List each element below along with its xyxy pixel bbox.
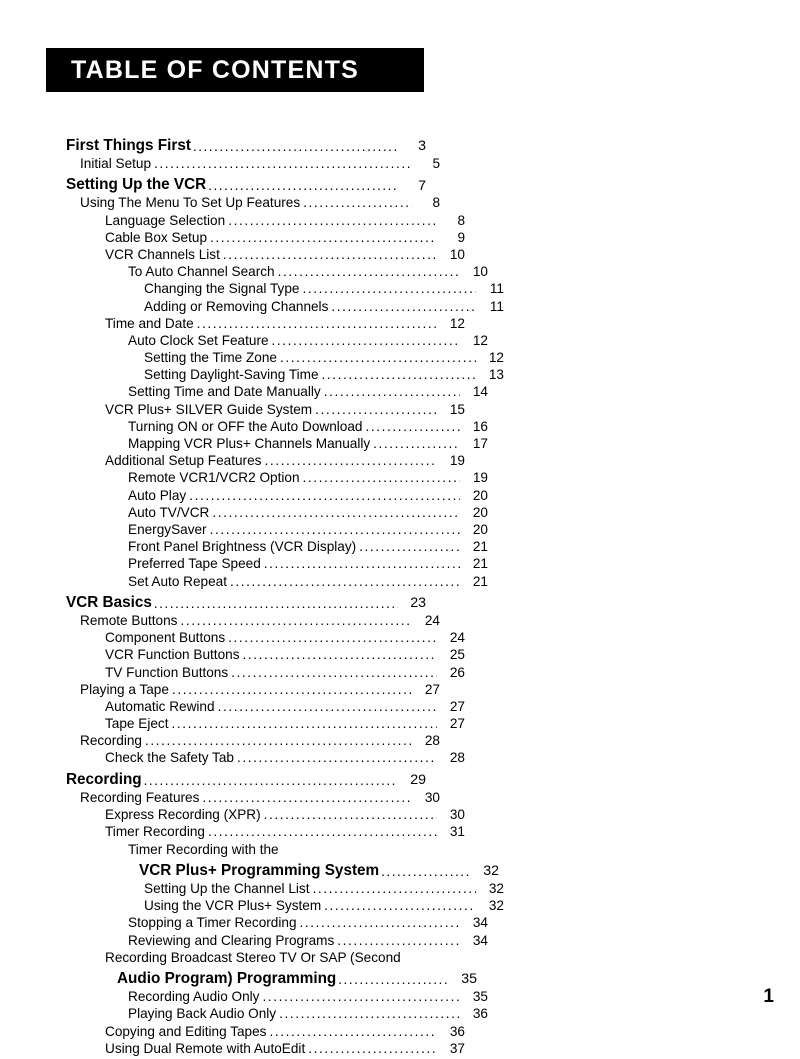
toc-dot-leader xyxy=(210,231,437,245)
toc-entry-label: Recording Features xyxy=(80,789,200,805)
toc-entry-label: Changing the Signal Type xyxy=(144,281,300,297)
toc-dot-leader xyxy=(231,666,437,680)
toc-entry[interactable] xyxy=(128,420,488,434)
toc-entry[interactable] xyxy=(105,825,465,839)
toc-dot-leader xyxy=(243,648,438,662)
toc-entry[interactable] xyxy=(105,751,465,765)
toc-dot-leader xyxy=(208,825,437,839)
toc-entry-label: Recording xyxy=(80,733,142,749)
toc-entry-label: Auto Clock Set Feature xyxy=(128,332,269,348)
toc-entry-page-number: 36 xyxy=(449,1023,465,1039)
toc-entry-page-number: 21 xyxy=(472,539,488,555)
toc-entry[interactable] xyxy=(128,990,488,1004)
toc-entry-label: Remote VCR1/VCR2 Option xyxy=(128,470,300,486)
toc-dot-leader xyxy=(264,557,460,571)
toc-dot-leader xyxy=(230,575,460,589)
toc-entry-page-number: 21 xyxy=(472,573,488,589)
toc-entry[interactable] xyxy=(128,523,488,537)
toc-dot-leader xyxy=(228,631,437,645)
toc-entry[interactable] xyxy=(128,437,488,451)
toc-dot-leader xyxy=(223,248,437,262)
toc-entry[interactable] xyxy=(105,403,465,417)
toc-dot-leader xyxy=(365,420,460,434)
toc-entry-label: VCR Plus+ SILVER Guide System xyxy=(105,401,313,417)
toc-entry-label: Setting the Time Zone xyxy=(144,350,277,366)
page-number: 1 xyxy=(763,986,774,1007)
toc-dot-leader xyxy=(144,774,398,788)
toc-entry[interactable] xyxy=(105,951,465,965)
toc-entry-label: Automatic Rewind xyxy=(105,698,215,714)
toc-entry-page-number: 16 xyxy=(472,418,488,434)
toc-entry-label: Using The Menu To Set Up Features xyxy=(80,195,301,211)
toc-entry[interactable] xyxy=(105,214,465,228)
toc-entry[interactable] xyxy=(128,1007,488,1021)
toc-entry-page-number: 19 xyxy=(449,453,465,469)
toc-entry-page-number: 10 xyxy=(449,246,465,262)
toc-entry-page-number: 14 xyxy=(472,384,488,400)
toc-dot-leader xyxy=(303,196,412,210)
toc-entry-label: Copying and Editing Tapes xyxy=(105,1023,267,1039)
toc-entry-label: Time and Date xyxy=(105,315,194,331)
toc-dot-leader xyxy=(264,808,437,822)
toc-entry[interactable] xyxy=(105,700,465,714)
toc-entry[interactable] xyxy=(66,772,426,787)
toc-dot-leader xyxy=(278,265,460,279)
toc-entry[interactable] xyxy=(105,717,465,731)
toc-entry-label: Stopping a Timer Recording xyxy=(128,915,297,931)
toc-entry-page-number: 34 xyxy=(472,932,488,948)
toc-entry-page-number: 12 xyxy=(449,315,465,331)
toc-entry-page-number: 37 xyxy=(449,1040,465,1056)
toc-entry-page-number: 3 xyxy=(418,138,426,155)
toc-entry-page-number: 30 xyxy=(449,807,465,823)
toc-entry[interactable] xyxy=(105,231,465,245)
toc-entry-page-number: 27 xyxy=(449,698,465,714)
toc-dot-leader xyxy=(145,734,412,748)
toc-entry[interactable] xyxy=(105,1025,465,1039)
toc-entry-label: Audio Program) Programming xyxy=(117,970,337,988)
toc-entry[interactable] xyxy=(105,808,465,822)
toc-entry-label: Timer Recording xyxy=(105,824,205,840)
toc-entry-label: Reviewing and Clearing Programs xyxy=(128,932,335,948)
toc-dot-leader xyxy=(279,1007,460,1021)
toc-entry[interactable] xyxy=(80,614,440,628)
toc-entry-label: TV Function Buttons xyxy=(105,664,229,680)
toc-entry-page-number: 23 xyxy=(410,595,426,612)
toc-entry-page-number: 13 xyxy=(488,367,504,383)
toc-entry-page-number: 29 xyxy=(410,772,426,789)
toc-entry[interactable] xyxy=(66,177,426,192)
toc-entry-label: Setting Time and Date Manually xyxy=(128,384,321,400)
toc-entry-label: Language Selection xyxy=(105,212,226,228)
toc-entry[interactable] xyxy=(80,734,440,748)
toc-entry[interactable] xyxy=(144,300,504,314)
toc-dot-leader xyxy=(237,751,437,765)
toc-dot-leader xyxy=(228,214,437,228)
toc-dot-leader xyxy=(154,157,412,171)
toc-entry[interactable] xyxy=(128,506,488,520)
toc-entry-page-number: 20 xyxy=(472,487,488,503)
toc-entry-page-number: 25 xyxy=(449,647,465,663)
toc-entry-page-number: 12 xyxy=(488,350,504,366)
toc-entry-label: Recording Broadcast Stereo TV Or SAP (Second xyxy=(105,949,401,965)
toc-entry-page-number: 32 xyxy=(488,898,504,914)
toc-dot-leader xyxy=(324,899,476,913)
toc-entry[interactable] xyxy=(105,666,465,680)
toc-entry[interactable] xyxy=(128,557,488,571)
toc-entry-label: First Things First xyxy=(66,137,191,154)
toc-entry-label: VCR Plus+ Programming System xyxy=(139,862,380,880)
toc-entry-label: Setting Daylight-Saving Time xyxy=(144,367,319,383)
toc-dot-leader xyxy=(302,282,476,296)
toc-entry-page-number: 21 xyxy=(472,556,488,572)
toc-entry-label: Cable Box Setup xyxy=(105,229,208,245)
toc-entry[interactable] xyxy=(80,196,440,210)
toc-entry-label: Tape Eject xyxy=(105,716,169,732)
toc-entry-label: Timer Recording with the xyxy=(128,841,279,857)
toc-entry[interactable] xyxy=(105,648,465,662)
toc-dot-leader xyxy=(202,791,412,805)
toc-entry[interactable] xyxy=(144,899,504,913)
toc-entry-label: Initial Setup xyxy=(80,155,152,171)
toc-entry-label: To Auto Channel Search xyxy=(128,264,275,280)
toc-dot-leader xyxy=(208,179,398,193)
toc-entry-page-number: 27 xyxy=(449,716,465,732)
toc-entry-page-number: 35 xyxy=(472,989,488,1005)
toc-entry[interactable] xyxy=(105,631,465,645)
toc-entry-label: EnergySaver xyxy=(128,521,207,537)
toc-entry[interactable] xyxy=(144,368,504,382)
toc-entry-label: Recording Audio Only xyxy=(128,989,260,1005)
toc-entry-page-number: 28 xyxy=(424,733,440,749)
toc-entry-page-number: 24 xyxy=(424,612,440,628)
toc-entry[interactable] xyxy=(66,138,426,153)
toc-entry-page-number: 10 xyxy=(472,264,488,280)
toc-dot-leader xyxy=(359,540,460,554)
toc-entry-label: Setting Up the VCR xyxy=(66,176,207,194)
toc-entry-page-number: 7 xyxy=(418,177,426,194)
toc-entry-page-number: 20 xyxy=(472,504,488,520)
toc-dot-leader xyxy=(269,1025,437,1039)
toc-entry-label: Playing a Tape xyxy=(80,681,169,697)
toc-dot-leader xyxy=(324,385,460,399)
toc-entry-label: Auto TV/VCR xyxy=(128,504,210,520)
toc-entry[interactable] xyxy=(128,540,488,554)
toc-entry[interactable] xyxy=(128,916,488,930)
toc-dot-leader xyxy=(337,934,460,948)
page-title: TABLE OF CONTENTS xyxy=(71,55,359,84)
toc-dot-leader xyxy=(381,865,471,879)
toc-entry[interactable] xyxy=(105,1042,465,1056)
toc-entry-label: Mapping VCR Plus+ Channels Manually xyxy=(128,436,371,451)
toc-entry[interactable] xyxy=(144,282,504,296)
toc-entry[interactable] xyxy=(105,248,465,262)
toc-entry-label: Using Dual Remote with AutoEdit xyxy=(105,1040,306,1056)
toc-entry-label: Setting Up the Channel List xyxy=(144,881,310,897)
toc-dot-leader xyxy=(308,1042,437,1056)
toc-entry-page-number: 11 xyxy=(489,298,504,314)
toc-entry-page-number: 12 xyxy=(472,332,488,348)
toc-entry-page-number: 5 xyxy=(432,155,440,171)
toc-entry-page-number: 35 xyxy=(461,971,477,988)
toc-entry-page-number: 8 xyxy=(457,212,465,228)
toc-dot-leader xyxy=(315,403,437,417)
toc-entry[interactable] xyxy=(105,454,465,468)
toc-entry-label: Using the VCR Plus+ System xyxy=(144,898,322,914)
toc-entry-page-number: 36 xyxy=(472,1006,488,1022)
toc-entry[interactable] xyxy=(128,265,488,279)
toc-entry-page-number: 24 xyxy=(449,630,465,646)
toc-dot-leader xyxy=(338,973,449,987)
toc-entry-page-number: 27 xyxy=(424,681,440,697)
toc-entry-page-number: 11 xyxy=(489,281,504,297)
table-of-contents-list xyxy=(66,131,504,1059)
toc-entry-label: Additional Setup Features xyxy=(105,453,262,469)
table-of-contents-header-bar xyxy=(46,48,424,92)
toc-entry[interactable] xyxy=(128,334,488,348)
toc-entry-label: Playing Back Audio Only xyxy=(128,1006,277,1022)
toc-dot-leader xyxy=(262,990,460,1004)
toc-dot-leader xyxy=(280,351,476,365)
toc-dot-leader xyxy=(322,368,476,382)
toc-dot-leader xyxy=(197,317,437,331)
toc-dot-leader xyxy=(264,454,437,468)
toc-entry[interactable] xyxy=(128,934,488,948)
toc-entry-label: Preferred Tape Speed xyxy=(128,556,261,572)
toc-entry[interactable] xyxy=(117,971,477,986)
toc-dot-leader xyxy=(189,489,460,503)
toc-entry-page-number: 28 xyxy=(449,750,465,766)
toc-entry-page-number: 34 xyxy=(472,915,488,931)
toc-entry-page-number: 31 xyxy=(449,824,465,840)
toc-entry-label: Express Recording (XPR) xyxy=(105,807,261,823)
toc-dot-leader xyxy=(212,506,460,520)
toc-entry-label: VCR Channels List xyxy=(105,246,220,262)
toc-entry-page-number: 20 xyxy=(472,521,488,537)
toc-dot-leader xyxy=(180,614,412,628)
toc-entry-label: Auto Play xyxy=(128,487,187,503)
toc-entry-page-number: 32 xyxy=(488,881,504,897)
toc-entry-page-number: 9 xyxy=(457,229,465,245)
toc-entry-label: Component Buttons xyxy=(105,630,226,646)
toc-entry[interactable] xyxy=(144,882,504,896)
toc-entry-page-number: 32 xyxy=(483,863,499,880)
toc-entry-label: VCR Function Buttons xyxy=(105,647,240,663)
toc-dot-leader xyxy=(193,140,398,154)
toc-entry-label: Turning ON or OFF the Auto Download xyxy=(128,418,363,434)
toc-entry[interactable] xyxy=(128,385,488,399)
toc-entry-page-number: 30 xyxy=(424,789,440,805)
toc-dot-leader xyxy=(272,334,460,348)
toc-entry-label: Set Auto Repeat xyxy=(128,573,228,589)
toc-entry-page-number: 15 xyxy=(449,401,465,417)
toc-entry-label: Remote Buttons xyxy=(80,612,178,628)
toc-entry[interactable] xyxy=(128,489,488,503)
toc-entry-page-number: 17 xyxy=(472,436,488,451)
toc-entry[interactable] xyxy=(80,683,440,697)
toc-dot-leader xyxy=(218,700,437,714)
toc-dot-leader xyxy=(172,683,412,697)
toc-dot-leader xyxy=(300,916,460,930)
toc-dot-leader xyxy=(154,597,398,611)
toc-entry[interactable] xyxy=(144,351,504,365)
toc-dot-leader xyxy=(210,523,460,537)
toc-dot-leader xyxy=(331,300,476,314)
toc-entry[interactable] xyxy=(139,863,499,878)
toc-entry[interactable] xyxy=(66,595,426,610)
toc-entry[interactable] xyxy=(80,157,440,171)
toc-entry[interactable] xyxy=(80,791,440,805)
toc-entry-label: Front Panel Brightness (VCR Display) xyxy=(128,539,357,555)
toc-dot-leader xyxy=(313,882,477,896)
toc-dot-leader xyxy=(171,717,437,731)
toc-entry-page-number: 8 xyxy=(432,195,440,211)
toc-entry-label: VCR Basics xyxy=(66,594,152,612)
toc-entry[interactable] xyxy=(128,471,488,485)
toc-entry-label: Check the Safety Tab xyxy=(105,750,234,766)
toc-entry[interactable] xyxy=(105,317,465,331)
toc-dot-leader xyxy=(373,437,460,451)
toc-entry[interactable] xyxy=(128,575,488,589)
toc-entry[interactable] xyxy=(128,843,488,857)
toc-entry-label: Adding or Removing Channels xyxy=(144,298,329,314)
toc-entry-page-number: 26 xyxy=(449,664,465,680)
toc-dot-leader xyxy=(303,471,460,485)
toc-entry-label: Recording xyxy=(66,771,142,789)
toc-entry-page-number: 19 xyxy=(472,470,488,486)
